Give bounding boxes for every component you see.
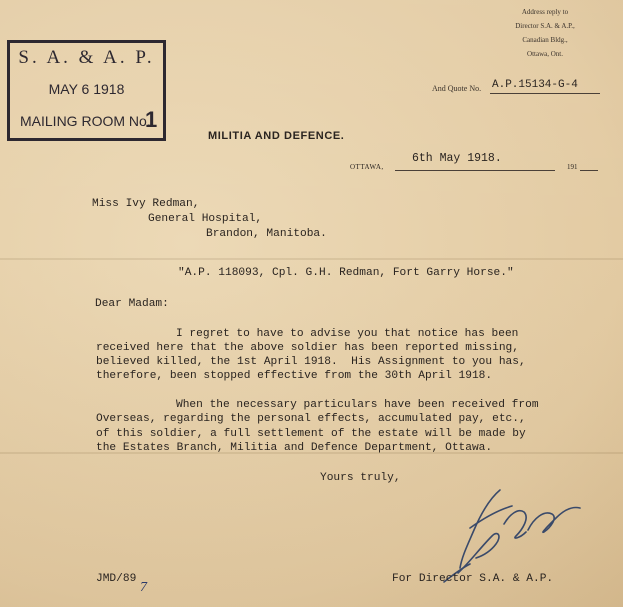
paragraph-line: Overseas, regarding the personal effects, accumulated pay, etc., — [96, 413, 526, 425]
mailing-room-stamp — [7, 40, 166, 141]
address-line: Ottawa, Ont. — [527, 50, 563, 58]
quote-number: A.P.15134-G-4 — [492, 79, 578, 91]
quote-label: And Quote No. — [432, 84, 482, 93]
letter-date: 6th May 1918. — [412, 152, 502, 165]
date-underline — [395, 170, 555, 171]
stamp-date: MAY 6 1918 — [48, 81, 125, 97]
paragraph-line: the Estates Branch, Militia and Defence Department, Ottawa. — [96, 442, 493, 454]
recipient-line: Brandon, Manitoba. — [206, 228, 327, 240]
department-heading: MILITIA AND DEFENCE. — [208, 130, 345, 142]
salutation: Dear Madam: — [95, 298, 169, 310]
paragraph-line: When the necessary particulars have been received from — [176, 399, 539, 411]
signature-block: For Director S.A. & A.P. — [392, 573, 554, 585]
address-line: Address reply to — [521, 8, 569, 16]
subject-line: "A.P. 118093, Cpl. G.H. Redman, Fort Garry Horse." — [178, 267, 514, 279]
recipient-line: General Hospital, — [148, 213, 263, 225]
stamp-room-label: MAILING ROOM No. — [20, 113, 151, 129]
quote-underline — [490, 93, 600, 94]
paragraph-line: believed killed, the 1st April 1918. His Assignment to you has, — [96, 356, 526, 368]
pencil-mark: 7 — [140, 580, 147, 595]
paragraph-line: therefore, been stopped effective from the 30th April 1918. — [96, 370, 493, 382]
stamp-room-number: 1 — [145, 107, 158, 132]
stamp-title: S. A. & A. P. — [18, 47, 155, 68]
closing: Yours truly, — [320, 472, 401, 484]
address-line: Canadian Bldg., — [522, 36, 568, 44]
paragraph-line: I regret to have to advise you that notice has been — [176, 328, 519, 340]
paragraph-line: received here that the above soldier has been reported missing, — [96, 342, 519, 354]
year-underline — [580, 170, 598, 171]
paper-fold — [0, 258, 623, 260]
place-label: OTTAWA, — [350, 163, 384, 171]
address-line: Director S.A. & A.P., — [515, 22, 575, 30]
recipient-line: Miss Ivy Redman, — [92, 198, 200, 210]
year-suffix: 191 — [567, 163, 578, 171]
paragraph-line: of this soldier, a full settlement of the estate will be made by — [96, 428, 526, 440]
reference-initials: JMD/89 — [96, 573, 137, 585]
